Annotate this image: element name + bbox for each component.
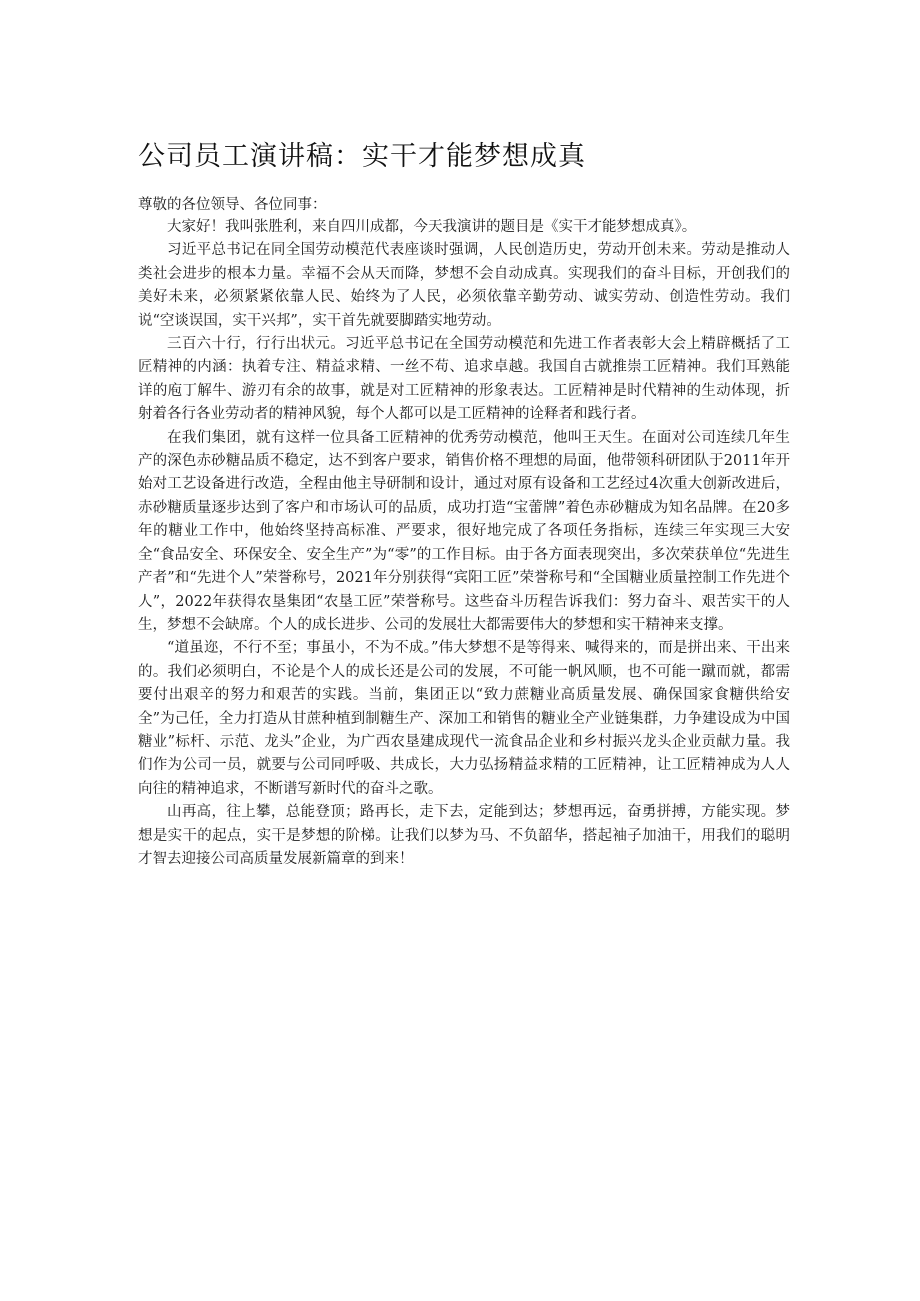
paragraph-labor: 习近平总书记在同全国劳动模范代表座谈时强调，人民创造历史，劳动开创未来。劳动是推动人类社会进步的根本力量。幸福不会从天而降，梦想不会自动成真。实现我们的奋斗目标，开创我们的美好未来，必须紧紧依靠人民、始终为了人民，必须依靠辛勤劳动、诚实劳动、创造性劳动。我们说“空谈误国，实干兴邦”，实干首先就要脚踏实地劳动。 (138, 242, 790, 329)
paragraph-effort: “道虽迩，不行不至；事虽小，不为不成。”伟大梦想不是等得来、喊得来的，而是拼出来、干出来的。我们必须明白，不论是个人的成长还是公司的发展，不可能一帆风顺，也不可能一蹴而就，都需要付出艰辛的努力和艰苦的实践。当前，集团正以“致力蔗糖业高质量发展、确保国家食糖供给安全”为己任，全力打造从甘蔗种植到制糖生产、深加工和销售的糖业全产业链集群，力争建设成为中国糖业”标杆、示范、龙头”企业，为广西农垦建成现代一流食品企业和乡村振兴龙头企业贡献力量。我们作为公司一员，就要与公司同呼吸、共成长，大力弘扬精益求精的工匠精神，让工匠精神成为人人向往的精神追求，不断谱写新时代的奋斗之歌。 (138, 640, 790, 797)
paragraph-craftsman-spirit: 三百六十行，行行出状元。习近平总书记在全国劳动模范和先进工作者表彰大会上精辟概括了工匠精神的内涵：执着专注、精益求精、一丝不苟、追求卓越。我国自古就推崇工匠精神。我们耳熟能详的庖丁解牛、游刃有余的故事，就是对工匠精神的形象表达。工匠精神是时代精神的生动体现，折射着各行各业劳动者的精神风貌，每个人都可以是工匠精神的诠释者和践行者。 (138, 336, 790, 423)
paragraph-model-worker: 在我们集团，就有这样一位具备工匠精神的优秀劳动模范，他叫王天生。在面对公司连续几年生产的深色赤砂糖品质不稳定，达不到客户要求，销售价格不理想的局面，他带领科研团队于2011年开始对工艺设备进行改造，全程由他主导研制和设计，通过对原有设备和工艺经过4次重大创新改进后，赤砂糖质量逐步达到了客户和市场认可的品质，成功打造“宝蕾牌”着色赤砂糖成为知名品牌。在20多年的糖业工作中，他始终坚持高标准、严要求，很好地完成了各项任务指标，连续三年实现三大安全“食品安全、环保安全、安全生产”为“零”的工作目标。由于各方面表现突出，多次荣获单位“先进生产者”和“先进个人”荣誉称号，2021年分别获得“宾阳工匠”荣誉称号和“全国糖业质量控制工作先进个人”，2022年获得农垦集团“农垦工匠”荣誉称号。这些奋斗历程告诉我们：努力奋斗、艰苦实干的人生，梦想不会缺席。个人的成长进步、公司的发展壮大都需要伟大的梦想和实干精神来支撑。 (138, 429, 790, 633)
paragraph-greeting: 大家好！我叫张胜利，来自四川成都，今天我演讲的题目是《实干才能梦想成真》。 (167, 219, 697, 235)
paragraph-closing: 山再高，往上攀，总能登顶；路再长，走下去，定能到达；梦想再远，奋勇拼搏，方能实现。梦想是实干的起点，实干是梦想的阶梯。让我们以梦为马、不负韶华，搭起袖子加油干，用我们的聪明才智去迎接公司高质量发展新篇章的到来！ (138, 804, 790, 867)
salutation: 尊敬的各位领导、各位同事： (138, 197, 327, 213)
document-body (138, 138, 790, 871)
document-title: 公司员工演讲稿：实干才能梦想成真 (138, 141, 586, 172)
